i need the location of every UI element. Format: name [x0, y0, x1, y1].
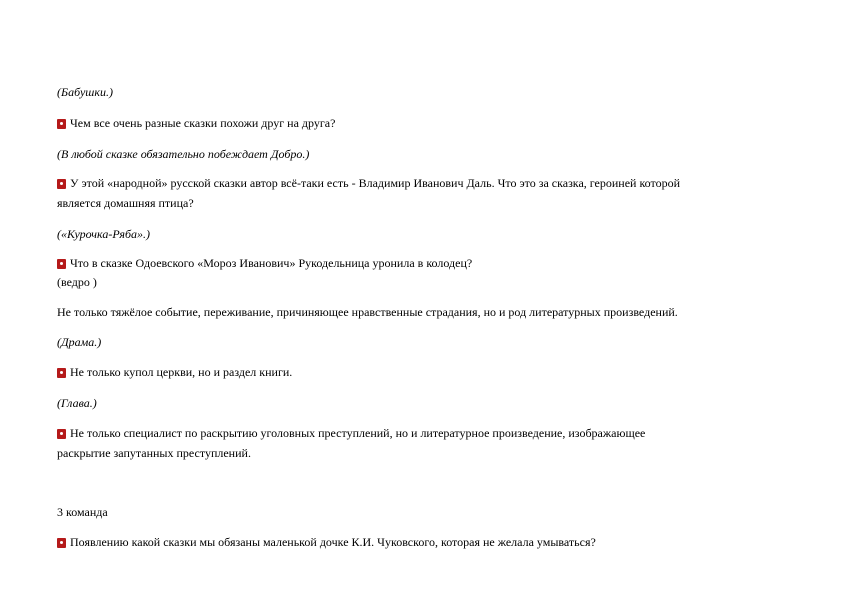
- red-square-bullet-icon: [57, 538, 66, 548]
- answer-line: (Драма.): [57, 335, 102, 349]
- question-text: Что в сказке Одоевского «Мороз Иванович» Рукодельница уронила в колодец?: [70, 256, 473, 270]
- question-text: Не только купол церкви, но и раздел книги.: [70, 365, 293, 379]
- answer-line: («Курочка-Ряба».): [57, 227, 150, 241]
- question-text: Не только специалист по раскрытию уголовных преступлений, но и литературное произведение, изображающее: [70, 426, 646, 440]
- question-line: [57, 535, 596, 550]
- question-line: [57, 116, 335, 131]
- question-continuation: раскрытие запутанных преступлений.: [57, 446, 251, 460]
- question-line: [57, 365, 292, 380]
- question-line: [57, 176, 680, 191]
- question-line: [57, 256, 472, 271]
- question-continuation: является домашняя птица?: [57, 196, 194, 210]
- question-text: Появлению какой сказки мы обязаны маленькой дочке К.И. Чуковского, которая не желала умываться?: [70, 535, 596, 549]
- team-heading: 3 команда: [57, 505, 108, 519]
- question-line: Не только тяжёлое событие, переживание, причиняющее нравственные страдания, но и род литературных произведений.: [57, 305, 678, 319]
- question-text: У этой «народной» русской сказки автор всё-таки есть - Владимир Иванович Даль. Что это за сказка, героиней которой: [70, 176, 681, 190]
- question-text: Чем все очень разные сказки похожи друг на друга?: [70, 116, 336, 130]
- red-square-bullet-icon: [57, 259, 66, 269]
- answer-line: (Глава.): [57, 396, 97, 410]
- red-square-bullet-icon: [57, 179, 66, 189]
- answer-line: (Бабушки.): [57, 85, 113, 99]
- answer-line: (ведро ): [57, 275, 97, 289]
- red-square-bullet-icon: [57, 429, 66, 439]
- red-square-bullet-icon: [57, 368, 66, 378]
- question-line: [57, 426, 645, 441]
- answer-line: (В любой сказке обязательно побеждает Добро.): [57, 147, 310, 161]
- red-square-bullet-icon: [57, 119, 66, 129]
